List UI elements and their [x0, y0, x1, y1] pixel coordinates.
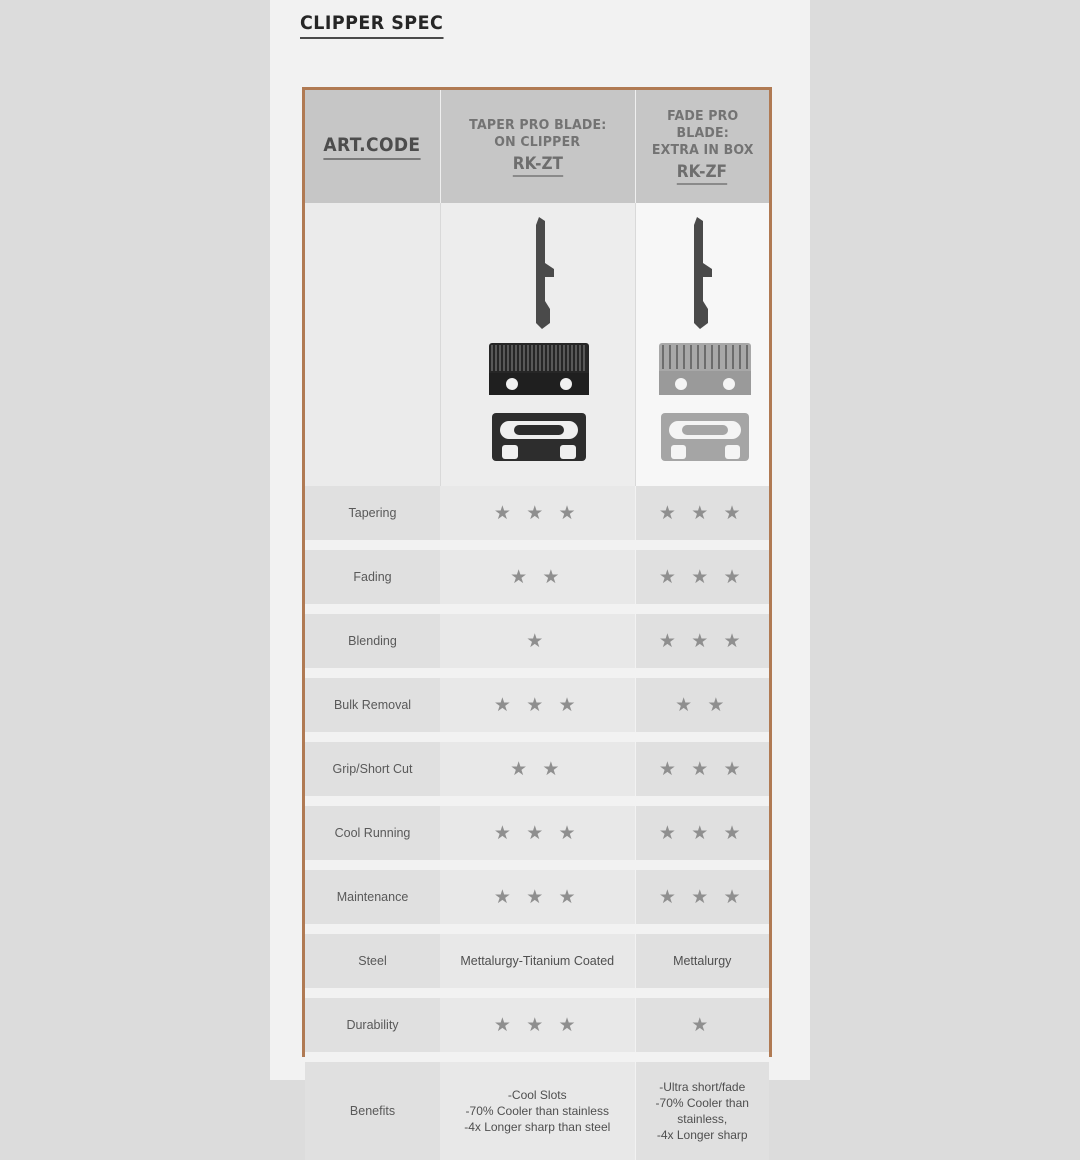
row-label: Blending	[305, 614, 440, 668]
page-title: CLIPPER SPEC	[300, 12, 443, 39]
table-row	[305, 998, 769, 1052]
star-rating: ★ ★ ★	[493, 1014, 581, 1036]
fade-blade-name-line1: FADE PRO BLADE:	[666, 108, 738, 141]
taper-blade-image-cell	[440, 203, 635, 486]
table-row	[305, 486, 769, 540]
row-label: Durability	[305, 998, 440, 1052]
star-rating: ★ ★ ★	[658, 758, 746, 780]
star-rating: ★ ★ ★	[493, 502, 581, 524]
table-row	[305, 870, 769, 924]
table-row	[305, 742, 769, 796]
row-gap	[305, 1052, 769, 1062]
table-row	[305, 614, 769, 668]
row-value-taper	[440, 998, 635, 1052]
taper-blade-name-line2: ON CLIPPER	[494, 133, 581, 150]
row-label: Grip/Short Cut	[305, 742, 440, 796]
star-rating: ★	[526, 630, 549, 652]
row-label: Tapering	[305, 486, 440, 540]
taper-blade-name-line1: TAPER PRO BLADE:	[468, 116, 607, 133]
row-label: Cool Running	[305, 806, 440, 860]
star-rating: ★ ★	[510, 758, 565, 780]
blade-image-row	[305, 203, 769, 486]
text-value: Mettalurgy	[673, 954, 732, 968]
row-value-taper	[440, 486, 635, 540]
row-gap	[305, 668, 769, 678]
art-code-label: ART.CODE	[324, 134, 421, 160]
star-rating: ★ ★ ★	[658, 886, 746, 908]
star-rating: ★ ★ ★	[493, 694, 581, 716]
star-rating: ★ ★	[675, 694, 730, 716]
benefits-value-taper	[440, 1062, 635, 1160]
row-value-fade	[635, 934, 769, 988]
star-rating: ★ ★	[510, 566, 565, 588]
header-art-code-cell	[305, 90, 440, 203]
benefits-row	[305, 1062, 769, 1160]
row-value-taper	[440, 742, 635, 796]
row-value-fade	[635, 998, 769, 1052]
row-value-fade	[635, 550, 769, 604]
star-rating: ★ ★ ★	[658, 822, 746, 844]
star-rating: ★ ★ ★	[658, 566, 746, 588]
star-rating: ★ ★ ★	[658, 630, 746, 652]
row-value-fade	[635, 614, 769, 668]
row-gap	[305, 604, 769, 614]
row-gap	[305, 924, 769, 934]
row-value-fade	[635, 678, 769, 732]
spec-sheet	[270, 0, 810, 1142]
header-fade-cell	[635, 90, 769, 203]
taper-blade-illustration	[442, 205, 634, 485]
row-value-taper	[440, 806, 635, 860]
fade-blade-image-cell	[635, 203, 769, 486]
row-value-fade	[635, 806, 769, 860]
benefits-label: Benefits	[305, 1062, 440, 1160]
star-rating: ★ ★ ★	[493, 822, 581, 844]
star-rating: ★	[691, 1014, 714, 1036]
row-gap	[305, 860, 769, 870]
fade-blade-code: RK-ZF	[677, 162, 727, 185]
fade-blade-name-line2: EXTRA IN BOX	[651, 142, 754, 158]
row-value-taper	[440, 870, 635, 924]
star-rating: ★ ★ ★	[493, 886, 581, 908]
row-value-taper	[440, 678, 635, 732]
row-value-taper	[440, 614, 635, 668]
header-taper-cell	[440, 90, 635, 203]
row-label: Bulk Removal	[305, 678, 440, 732]
row-gap	[305, 540, 769, 550]
row-value-fade	[635, 870, 769, 924]
row-value-fade	[635, 742, 769, 796]
benefits-text: -Ultra short/fade -70% Cooler than stainless, -4x Longer sharp	[655, 1080, 749, 1142]
fade-blade-illustration	[637, 205, 769, 485]
text-value: Mettalurgy-Titanium Coated	[460, 954, 615, 968]
table-row	[305, 550, 769, 604]
table-row	[305, 806, 769, 860]
row-gap	[305, 732, 769, 742]
star-rating: ★ ★ ★	[658, 502, 746, 524]
table-row	[305, 934, 769, 988]
spec-table-frame	[302, 87, 772, 1142]
taper-blade-code: RK-ZT	[512, 154, 562, 177]
spec-table	[305, 90, 769, 1160]
row-value-fade	[635, 486, 769, 540]
benefits-text: -Cool Slots -70% Cooler than stainless -4x Longer sharp than steel	[464, 1088, 611, 1134]
image-row-empty-cell	[305, 203, 440, 486]
benefits-value-fade	[635, 1062, 769, 1160]
row-gap	[305, 988, 769, 998]
row-label: Fading	[305, 550, 440, 604]
page-title-wrap	[300, 12, 456, 39]
row-label: Steel	[305, 934, 440, 988]
row-gap	[305, 796, 769, 806]
row-label: Maintenance	[305, 870, 440, 924]
table-header-row	[305, 90, 769, 203]
row-value-taper	[440, 934, 635, 988]
table-row	[305, 678, 769, 732]
row-value-taper	[440, 550, 635, 604]
